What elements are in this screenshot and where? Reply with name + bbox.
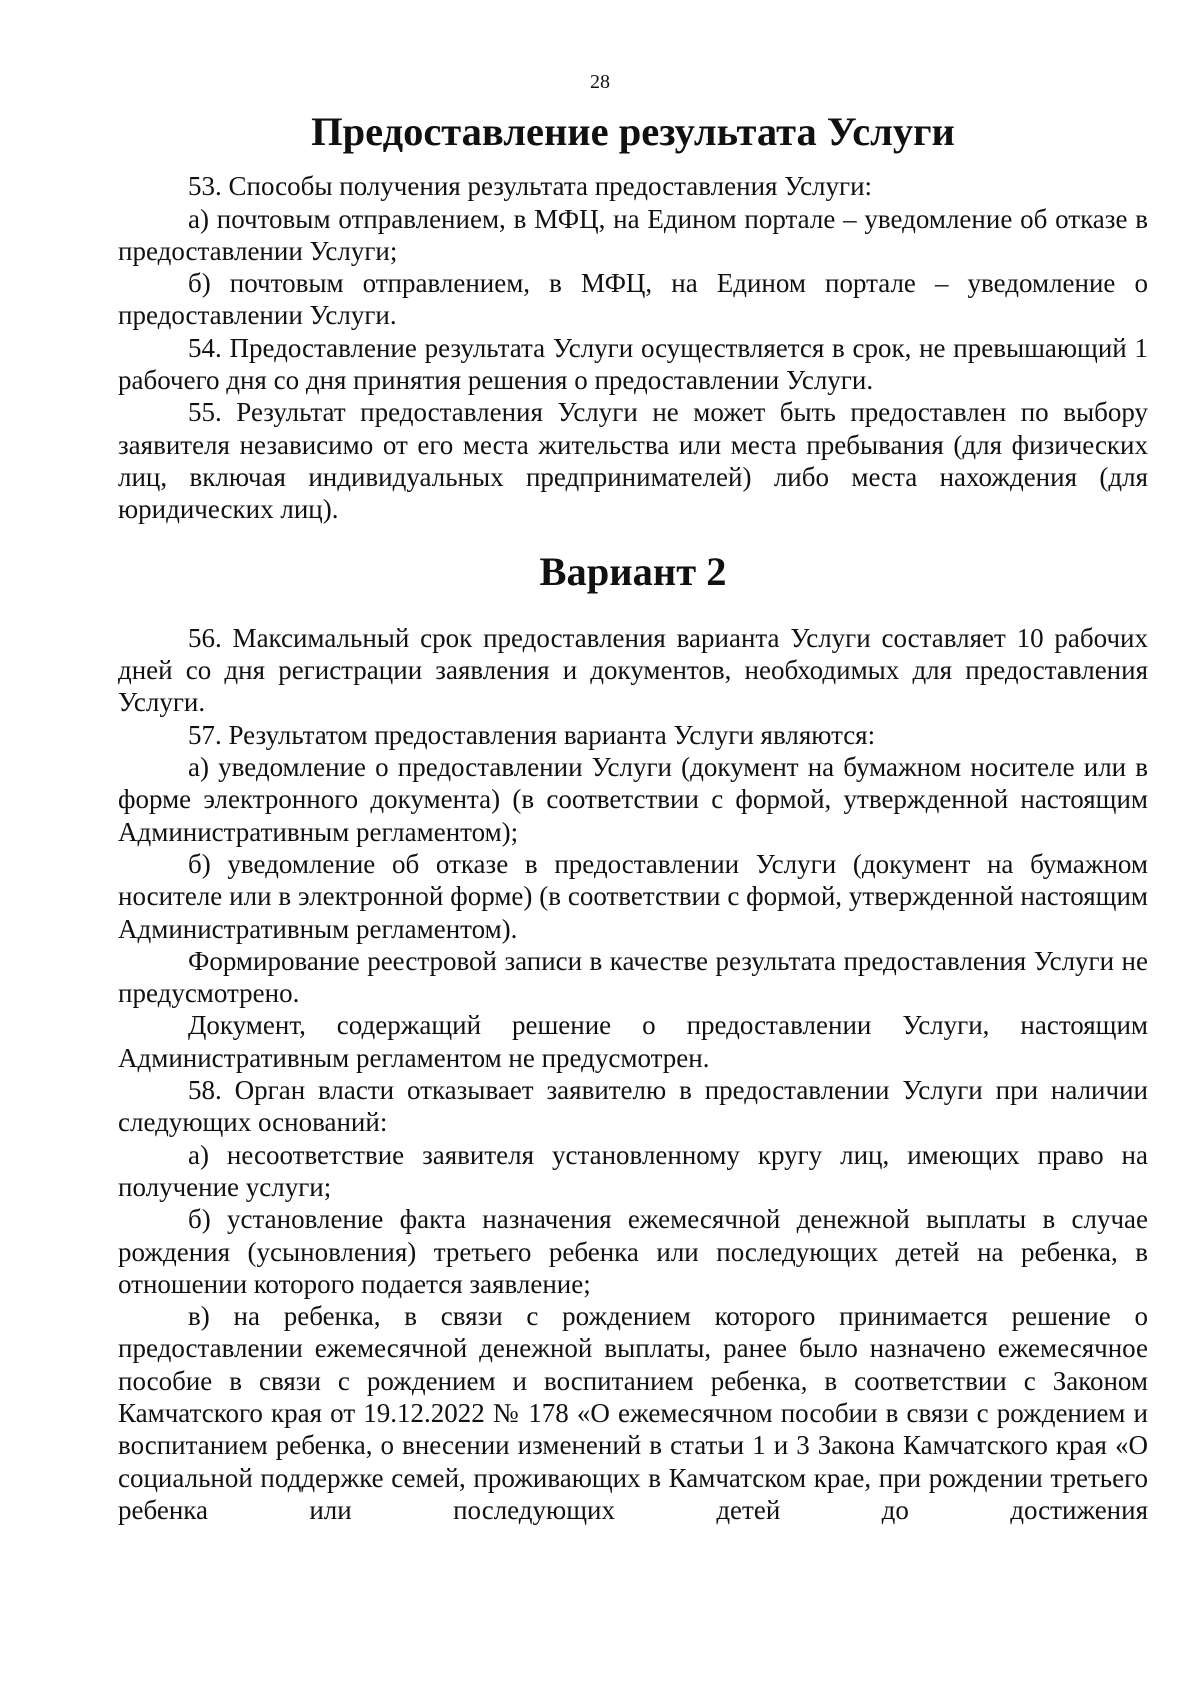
paragraph-57-a: а) уведомление о предоставлении Услуги (документ на бумажном носителе или в форме электронного документа) (в соответствии с формой, утвержденной настоящим Административным регламентом);: [118, 752, 1148, 847]
paragraph-decision-document: Документ, содержащий решение о предоставлении Услуги, настоящим Административным регламентом не предусмотрен.: [118, 1010, 1148, 1073]
document-body: [118, 109, 1148, 1526]
paragraph-53-a: а) почтовым отправлением, в МФЦ, на Едином портале – уведомление об отказе в предоставлении Услуги;: [118, 203, 1148, 266]
paragraph-55: 55. Результат предоставления Услуги не может быть предоставлен по выбору заявителя независимо от его места жительства или места пребывания (для физических лиц, включая индивидуальных предпринимателей) либо места нахождения (для юридических лиц).: [118, 397, 1148, 525]
paragraph-56: 56. Максимальный срок предоставления варианта Услуги составляет 10 рабочих дней со дня регистрации заявления и документов, необходимых для предоставления Услуги.: [118, 622, 1148, 718]
paragraph-57-b: б) уведомление об отказе в предоставлении Услуги (документ на бумажном носителе или в электронной форме) (в соответствии с формой, утвержденной настоящим Административным регламентом).: [118, 848, 1148, 944]
paragraph-58: 58. Орган власти отказывает заявителю в предоставлении Услуги при наличии следующих оснований:: [118, 1075, 1148, 1138]
paragraph-54: 54. Предоставление результата Услуги осуществляется в срок, не превышающий 1 рабочего дня со дня принятия решения о предоставлении Услуги.: [118, 332, 1148, 396]
section-title-result: Предоставление результата Услуги: [311, 109, 955, 154]
paragraph-58-v: в) на ребенка, в связи с рождением которого принимается решение о предоставлении ежемесячной денежной выплаты, ранее было назначено ежемесячное пособие в связи с рождением и воспитанием ребенка, в соответствии с Законом Камчатского края от 19.12.2022 № 178 «О ежемесячном пособии в связи с рождением и воспитанием ребенка, о внесении изменений в статьи 1 и 3 Закона Камчатского края «О социальной поддержке семей, проживающих в Камчатском крае, при рождении третьего ребенка или последующих детей до достижения: [118, 1301, 1148, 1525]
paragraph-58-a: а) несоответствие заявителя установленному кругу лиц, имеющих право на получение услуги;: [118, 1139, 1148, 1202]
section-title-variant-2: Вариант 2: [539, 548, 727, 594]
page-number: 28: [590, 71, 610, 93]
paragraph-registry-record: Формирование реестровой записи в качестве результата предоставления Услуги не предусмотрено.: [118, 945, 1148, 1009]
paragraph-57: 57. Результатом предоставления варианта Услуги являются:: [188, 719, 876, 750]
paragraph-58-b: б) установление факта назначения ежемесячной денежной выплаты в случае рождения (усыновления) третьего ребенка или последующих детей на ребенка, в отношении которого подается заявление;: [118, 1204, 1148, 1299]
paragraph-53-b: б) почтовым отправлением, в МФЦ, на Едином портале – уведомление о предоставлении Услуги.: [118, 268, 1148, 331]
paragraph-53: 53. Способы получения результата предоставления Услуги:: [188, 171, 873, 202]
